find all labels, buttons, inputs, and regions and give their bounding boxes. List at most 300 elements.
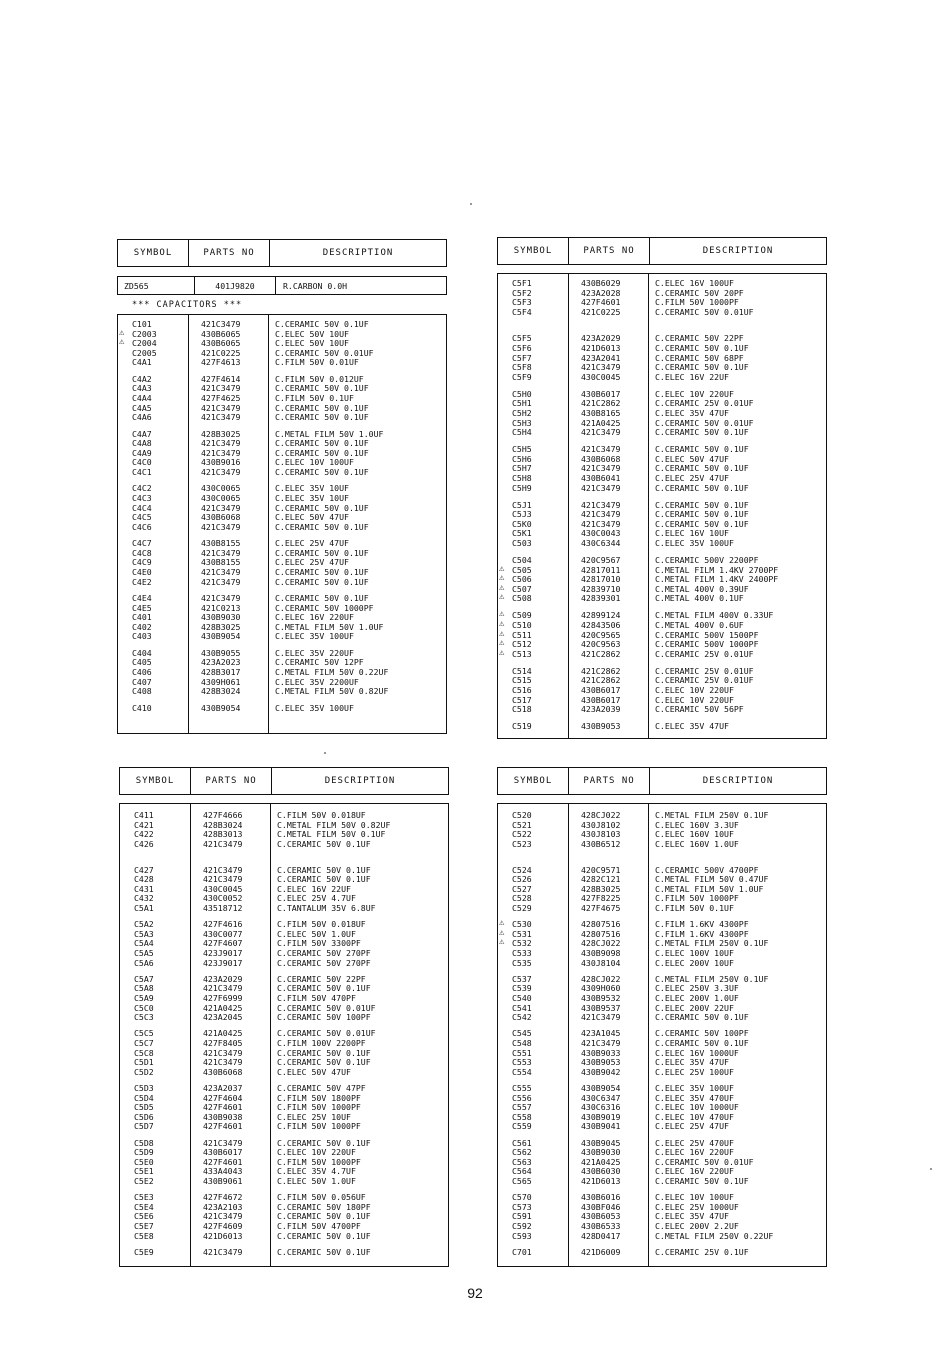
symbol-cell: C4C8 bbox=[132, 547, 152, 558]
description-cell: C.ELEC 25V 47UF bbox=[655, 472, 729, 483]
row-group bbox=[118, 320, 446, 368]
parts-no-cell: 430B6065 bbox=[201, 328, 241, 339]
symbol-cell: C5D9 bbox=[134, 1147, 154, 1158]
table-row bbox=[498, 1248, 826, 1258]
parts-no-cell: 421C3479 bbox=[201, 447, 241, 458]
parts-no-cell: 421C3479 bbox=[581, 1037, 621, 1048]
parts-no-cell: 427F4666 bbox=[203, 810, 243, 820]
symbol-cell: C523 bbox=[512, 838, 532, 849]
parts-no-cell: 430B6053 bbox=[581, 1211, 621, 1222]
parts-no-cell: 430B9055 bbox=[201, 647, 241, 658]
bottom-left-header bbox=[119, 767, 449, 795]
zd565-description: R.CARBON 0.0H bbox=[283, 280, 348, 291]
symbol-cell: C426 bbox=[134, 838, 154, 849]
parts-no-cell: 42899124 bbox=[581, 610, 621, 621]
symbol-cell: C519 bbox=[512, 721, 532, 732]
description-cell: C.CERAMIC 50V 0.1UF bbox=[277, 1047, 371, 1058]
symbol-cell: C5F7 bbox=[512, 352, 532, 363]
symbol-cell: C515 bbox=[512, 675, 532, 686]
symbol-cell: C4C3 bbox=[132, 492, 152, 503]
description-cell: C.ELEC 16V 100UF bbox=[655, 278, 734, 288]
description-cell: C.ELEC 35V 47UF bbox=[655, 721, 729, 732]
parts-no-cell: 421C3479 bbox=[203, 864, 243, 875]
row-group bbox=[498, 866, 826, 914]
description-cell: C.CERAMIC 50V 0.1UF bbox=[655, 482, 749, 493]
description-cell: C.ELEC 50V 47UF bbox=[275, 512, 349, 523]
description-cell: C.METAL FILM 250V 0.1UF bbox=[655, 810, 769, 820]
safety-warning-icon: ⚠ bbox=[499, 563, 505, 574]
parts-no-cell: 420C9563 bbox=[581, 639, 621, 650]
parts-no-cell: 427F4613 bbox=[201, 357, 241, 368]
parts-no-cell: 428B3017 bbox=[201, 666, 241, 677]
row-group bbox=[118, 594, 446, 642]
symbol-cell: C5F2 bbox=[512, 287, 532, 298]
description-cell: C.FILM 50V 0.1UF bbox=[655, 902, 734, 913]
description-cell: C.FILM 50V 1000PF bbox=[277, 1121, 361, 1132]
parts-no-cell: 430B9532 bbox=[581, 992, 621, 1003]
parts-no-cell: 421C3479 bbox=[201, 566, 241, 577]
zd565-symbol: ZD565 bbox=[118, 277, 195, 294]
parts-no-cell: 430B6068 bbox=[201, 512, 241, 523]
symbol-cell: C5A3 bbox=[134, 928, 154, 939]
symbol-cell: C421 bbox=[134, 819, 154, 830]
symbol-cell: C4E4 bbox=[132, 593, 152, 603]
description-cell: C.CERAMIC 50V 0.1UF bbox=[655, 463, 749, 474]
table-row bbox=[120, 1122, 448, 1132]
safety-warning-icon: ⚠ bbox=[499, 573, 505, 584]
parts-no-cell: 430B6029 bbox=[581, 278, 621, 288]
row-group bbox=[118, 539, 446, 587]
parts-no-cell: 42817011 bbox=[581, 564, 621, 575]
parts-no-cell: 430B9054 bbox=[581, 1083, 621, 1093]
description-cell: C.METAL FILM 250V 0.1UF bbox=[655, 938, 769, 949]
parts-no-cell: 430B6065 bbox=[201, 338, 241, 349]
description-cell: C.CERAMIC 50V 0.1UF bbox=[655, 1012, 749, 1023]
description-cell: C.ELEC 50V 47UF bbox=[655, 453, 729, 464]
description-cell: C.FILM 50V 0.056UF bbox=[277, 1192, 366, 1203]
scan-speck bbox=[324, 752, 326, 754]
description-cell: C.CERAMIC 50V 0.1UF bbox=[275, 438, 369, 449]
description-cell: C.CERAMIC 50V 0.1UF bbox=[275, 412, 369, 423]
symbol-cell: C5H0 bbox=[512, 388, 532, 399]
table-row bbox=[498, 647, 826, 660]
table-row bbox=[498, 1122, 826, 1132]
description-cell: C.CERAMIC 50V 0.01UF bbox=[277, 1028, 376, 1039]
symbol-cell: C527 bbox=[512, 883, 532, 894]
row-group bbox=[498, 975, 826, 1023]
row-group bbox=[498, 811, 826, 849]
symbol-cell: C4C9 bbox=[132, 557, 152, 568]
symbol-cell: C405 bbox=[132, 657, 152, 668]
symbol-cell: C428 bbox=[134, 874, 154, 885]
description-cell: C.METAL FILM 50V 1.0UF bbox=[275, 621, 384, 632]
symbol-cell: C427 bbox=[134, 864, 154, 875]
parts-no-cell: 430C0077 bbox=[203, 928, 243, 939]
symbol-cell: C4C0 bbox=[132, 457, 152, 468]
parts-no-cell: 421C3479 bbox=[201, 593, 241, 603]
description-cell: C.CERAMIC 50V 0.1UF bbox=[655, 427, 749, 438]
symbol-cell: C5D7 bbox=[134, 1121, 154, 1132]
symbol-cell: C5F4 bbox=[512, 306, 532, 317]
description-cell: C.METAL FILM 50V 0.82UF bbox=[275, 686, 389, 697]
symbol-cell: C508 bbox=[512, 593, 532, 604]
parts-no-cell: 421C3479 bbox=[201, 547, 241, 558]
description-cell: C.CERAMIC 50V 0.01UF bbox=[655, 417, 754, 428]
parts-no-cell: 430C0045 bbox=[203, 883, 243, 894]
symbol-cell: C411 bbox=[134, 810, 154, 820]
symbol-cell: C406 bbox=[132, 666, 152, 677]
description-cell: C.ELEC 50V 1.0UF bbox=[277, 928, 356, 939]
symbol-cell: C522 bbox=[512, 829, 532, 840]
description-cell: C.CERAMIC 50V 12PF bbox=[275, 657, 364, 668]
symbol-cell: C5J3 bbox=[512, 509, 532, 520]
row-group bbox=[498, 501, 826, 549]
symbol-cell: C510 bbox=[512, 619, 532, 630]
description-cell: C.FILM 50V 1000PF bbox=[655, 893, 739, 904]
description-cell: C.CERAMIC 50V 47PF bbox=[277, 1083, 366, 1093]
description-cell: C.ELEC 10V 470UF bbox=[655, 1111, 734, 1122]
parts-no-cell: 421C3479 bbox=[201, 466, 241, 477]
description-cell: C.ELEC 50V 1.0UF bbox=[277, 1175, 356, 1186]
parts-no-cell: 421C3479 bbox=[203, 1047, 243, 1058]
safety-warning-icon: ⚠ bbox=[499, 647, 505, 658]
description-cell: C.CERAMIC 50V 22PF bbox=[277, 973, 366, 984]
symbol-cell: C5F3 bbox=[512, 297, 532, 308]
symbol-cell: C4A2 bbox=[132, 373, 152, 384]
symbol-cell: C565 bbox=[512, 1175, 532, 1186]
parts-no-cell: 428B3025 bbox=[581, 883, 621, 894]
symbol-cell: C553 bbox=[512, 1057, 532, 1068]
row-group bbox=[498, 611, 826, 659]
safety-warning-icon: ⚠ bbox=[499, 592, 505, 603]
parts-no-cell: 420C9571 bbox=[581, 864, 621, 875]
description-cell: C.CERAMIC 50V 270PF bbox=[277, 947, 371, 958]
description-cell: C.FILM 100V 2200PF bbox=[277, 1037, 366, 1048]
description-cell: C.ELEC 25V 47UF bbox=[655, 1121, 729, 1132]
parts-no-cell: 430B6068 bbox=[581, 453, 621, 464]
parts-no-cell: 430B9030 bbox=[201, 612, 241, 623]
parts-no-cell: 430B6030 bbox=[581, 1166, 621, 1177]
symbol-cell: C5F6 bbox=[512, 342, 532, 353]
table-row bbox=[118, 413, 446, 423]
parts-no-cell: 421C3479 bbox=[201, 502, 241, 513]
description-cell: C.ELEC 50V 10UF bbox=[275, 328, 349, 339]
header-parts-no: PARTS NO bbox=[569, 768, 650, 794]
table-row bbox=[118, 358, 446, 368]
description-cell: C.CERAMIC 25V 0.1UF bbox=[655, 1246, 749, 1257]
table-row bbox=[498, 1177, 826, 1187]
parts-no-cell: 430B9045 bbox=[581, 1137, 621, 1148]
parts-no-cell: 430B8155 bbox=[201, 557, 241, 568]
description-cell: C.FILM 50V 1000PF bbox=[277, 1102, 361, 1113]
symbol-cell: C432 bbox=[134, 893, 154, 904]
parts-no-cell: 421C3479 bbox=[201, 438, 241, 449]
parts-no-cell: 430J8104 bbox=[581, 957, 621, 968]
parts-no-cell: 421D6009 bbox=[581, 1246, 621, 1257]
description-cell: C.CERAMIC 500V 1000PF bbox=[655, 639, 759, 650]
description-cell: C.METAL FILM 1.4KV 2700PF bbox=[655, 564, 779, 575]
row-group bbox=[498, 1029, 826, 1077]
description-cell: C.ELEC 35V 100UF bbox=[655, 1083, 734, 1093]
description-cell: C.CERAMIC 50V 0.1UF bbox=[655, 1175, 749, 1186]
table-row bbox=[120, 1248, 448, 1258]
parts-no-cell: 421C3479 bbox=[581, 482, 621, 493]
description-cell: C.ELEC 25V 1000UF bbox=[655, 1201, 739, 1212]
symbol-cell: C403 bbox=[132, 631, 152, 642]
page-number: 92 bbox=[467, 1285, 483, 1301]
header-description: DESCRIPTION bbox=[324, 776, 396, 786]
parts-no-cell: 423A2041 bbox=[581, 352, 621, 363]
parts-no-cell: 427F4609 bbox=[203, 1220, 243, 1231]
parts-no-cell: 430C6316 bbox=[581, 1102, 621, 1113]
symbol-cell: C540 bbox=[512, 992, 532, 1003]
symbol-cell: C509 bbox=[512, 610, 532, 621]
symbol-cell: C591 bbox=[512, 1211, 532, 1222]
symbol-cell: C5H5 bbox=[512, 444, 532, 455]
symbol-cell: C2005 bbox=[132, 347, 157, 358]
description-cell: C.CERAMIC 50V 0.1UF bbox=[655, 342, 749, 353]
parts-no-cell: 430B8155 bbox=[201, 538, 241, 549]
description-cell: C.CERAMIC 50V 0.1UF bbox=[277, 1211, 371, 1222]
parts-no-cell: 421C2862 bbox=[581, 398, 621, 409]
symbol-cell: C512 bbox=[512, 639, 532, 650]
safety-warning-icon: ⚠ bbox=[499, 618, 505, 629]
symbol-cell: C5C5 bbox=[134, 1028, 154, 1039]
capacitors-section-title: *** CAPACITORS *** bbox=[132, 300, 243, 310]
description-cell: C.CERAMIC 50V 0.1UF bbox=[275, 521, 369, 532]
table-row bbox=[498, 840, 826, 850]
symbol-cell: C521 bbox=[512, 819, 532, 830]
parts-no-cell: 430B6017 bbox=[581, 684, 621, 695]
parts-no-cell: 427F4601 bbox=[581, 297, 621, 308]
parts-no-cell: 430J8103 bbox=[581, 829, 621, 840]
parts-no-cell: 423A1045 bbox=[581, 1028, 621, 1039]
header-description: DESCRIPTION bbox=[702, 776, 774, 786]
safety-warning-icon: ⚠ bbox=[499, 918, 505, 929]
description-cell: C.ELEC 16V 10UF bbox=[655, 528, 729, 539]
row-group bbox=[498, 667, 826, 715]
description-cell: C.FILM 50V 3300PF bbox=[277, 938, 361, 949]
description-cell: C.CERAMIC 50V 0.1UF bbox=[277, 838, 371, 849]
row-group bbox=[120, 920, 448, 968]
description-cell: C.CERAMIC 50V 0.1UF bbox=[275, 566, 369, 577]
symbol-cell: C564 bbox=[512, 1166, 532, 1177]
description-cell: C.ELEC 35V 100UF bbox=[275, 702, 354, 713]
header-symbol: SYMBOL bbox=[498, 238, 569, 264]
parts-no-cell: 421C3479 bbox=[203, 838, 243, 849]
description-cell: C.ELEC 25V 4.7UF bbox=[277, 893, 356, 904]
parts-no-cell: 428B3013 bbox=[203, 829, 243, 840]
parts-no-cell: 430BF046 bbox=[581, 1201, 621, 1212]
symbol-cell: C5H3 bbox=[512, 417, 532, 428]
parts-no-cell: 427F4616 bbox=[203, 919, 243, 930]
parts-no-cell: 421C3479 bbox=[581, 427, 621, 438]
symbol-cell: C5C0 bbox=[134, 1002, 154, 1013]
parts-no-cell: 421C3479 bbox=[201, 576, 241, 587]
symbol-cell: C5C8 bbox=[134, 1047, 154, 1058]
parts-no-cell: 421C3479 bbox=[581, 499, 621, 510]
parts-no-cell: 421C0225 bbox=[581, 306, 621, 317]
symbol-cell: C5H4 bbox=[512, 427, 532, 438]
parts-no-cell: 42817010 bbox=[581, 574, 621, 585]
symbol-cell: C562 bbox=[512, 1147, 532, 1158]
parts-no-cell: 421A0425 bbox=[581, 1156, 621, 1167]
symbol-cell: C5J1 bbox=[512, 499, 532, 510]
parts-no-cell: 430B6017 bbox=[203, 1147, 243, 1158]
parts-no-cell: 430B9054 bbox=[201, 631, 241, 642]
symbol-cell: C4C1 bbox=[132, 466, 152, 477]
symbol-cell: C4C7 bbox=[132, 538, 152, 549]
description-cell: C.CERAMIC 50V 22PF bbox=[655, 333, 744, 344]
safety-warning-icon: ⚠ bbox=[499, 609, 505, 620]
symbol-cell: C554 bbox=[512, 1066, 532, 1077]
description-cell: C.ELEC 200V 10UF bbox=[655, 957, 734, 968]
top-left-header bbox=[117, 239, 447, 267]
description-cell: C.METAL 400V 0.1UF bbox=[655, 593, 744, 604]
symbol-cell: C541 bbox=[512, 1002, 532, 1013]
description-cell: C.METAL FILM 50V 0.47UF bbox=[655, 874, 769, 885]
header-parts-no: PARTS NO bbox=[189, 240, 270, 266]
parts-no-cell: 430C0065 bbox=[201, 492, 241, 503]
parts-no-cell: 427F4607 bbox=[203, 938, 243, 949]
symbol-cell: C4A4 bbox=[132, 392, 152, 403]
parts-no-cell: 421C3479 bbox=[201, 383, 241, 394]
description-cell: C.CERAMIC 25V 0.01UF bbox=[655, 398, 754, 409]
symbol-cell: C5H7 bbox=[512, 463, 532, 474]
symbol-cell: C2004 bbox=[132, 338, 157, 349]
description-cell: C.FILM 1.6KV 4300PF bbox=[655, 919, 749, 930]
description-cell: C.ELEC 10V 100UF bbox=[275, 457, 354, 468]
symbol-cell: C401 bbox=[132, 612, 152, 623]
description-cell: C.ELEC 10V 220UF bbox=[655, 388, 734, 399]
scan-speck bbox=[470, 203, 472, 205]
description-cell: C.ELEC 16V 1000UF bbox=[655, 1047, 739, 1058]
description-cell: C.CERAMIC 50V 0.1UF bbox=[277, 1057, 371, 1068]
symbol-cell: C518 bbox=[512, 704, 532, 715]
parts-no-cell: 430B9061 bbox=[203, 1175, 243, 1186]
parts-no-cell: 427F4604 bbox=[203, 1092, 243, 1103]
description-cell: C.CERAMIC 50V 0.1UF bbox=[655, 362, 749, 373]
parts-no-cell: 427F8225 bbox=[581, 893, 621, 904]
parts-no-cell: 421C3479 bbox=[581, 509, 621, 520]
parts-no-cell: 430B9053 bbox=[581, 1057, 621, 1068]
safety-warning-icon: ⚠ bbox=[499, 582, 505, 593]
row-group bbox=[120, 1193, 448, 1241]
table-row bbox=[498, 428, 826, 438]
table-row bbox=[498, 959, 826, 969]
top-right-table-body bbox=[497, 273, 827, 739]
parts-no-cell: 421C3479 bbox=[203, 1246, 243, 1257]
parts-no-cell: 427F4601 bbox=[203, 1121, 243, 1132]
parts-no-cell: 427F4672 bbox=[203, 1192, 243, 1203]
description-cell: C.CERAMIC 50V 0.1UF bbox=[655, 499, 749, 510]
top-left-table-body bbox=[117, 314, 447, 734]
description-cell: C.ELEC 35V 2200UF bbox=[275, 676, 359, 687]
description-cell: C.METAL 400V 0.6UF bbox=[655, 619, 744, 630]
parts-no-cell: 427F4675 bbox=[581, 902, 621, 913]
table-row bbox=[118, 632, 446, 642]
parts-no-cell: 423A2037 bbox=[203, 1083, 243, 1093]
description-cell: C.METAL 400V 0.39UF bbox=[655, 583, 749, 594]
parts-no-cell: 423J9017 bbox=[203, 957, 243, 968]
symbol-cell: C422 bbox=[134, 829, 154, 840]
row-group bbox=[120, 1248, 448, 1258]
description-cell: C.ELEC 200V 22UF bbox=[655, 1002, 734, 1013]
description-cell: C.METAL FILM 250V 0.22UF bbox=[655, 1230, 774, 1241]
description-cell: C.ELEC 160V 10UF bbox=[655, 829, 734, 840]
parts-no-cell: 43518712 bbox=[203, 902, 243, 913]
parts-no-cell: 430B9098 bbox=[581, 947, 621, 958]
symbol-cell: C556 bbox=[512, 1092, 532, 1103]
table-row bbox=[498, 373, 826, 383]
description-cell: C.METAL FILM 50V 1.0UF bbox=[655, 883, 764, 894]
symbol-cell: C563 bbox=[512, 1156, 532, 1167]
row-group bbox=[120, 1139, 448, 1187]
top-right-header bbox=[497, 237, 827, 265]
description-cell: C.ELEC 10V 220UF bbox=[277, 1147, 356, 1158]
parts-no-cell: 430C6344 bbox=[581, 537, 621, 548]
parts-no-cell: 421C2862 bbox=[581, 675, 621, 686]
header-symbol: SYMBOL bbox=[118, 240, 189, 266]
row-group bbox=[498, 920, 826, 968]
parts-no-cell: 427F4601 bbox=[203, 1156, 243, 1167]
parts-no-cell: 42843506 bbox=[581, 619, 621, 630]
parts-no-cell: 421C3479 bbox=[201, 402, 241, 413]
description-cell: C.ELEC 25V 10UF bbox=[277, 1111, 351, 1122]
symbol-cell: C407 bbox=[132, 676, 152, 687]
symbol-cell: C559 bbox=[512, 1121, 532, 1132]
description-cell: C.ELEC 35V 470UF bbox=[655, 1092, 734, 1103]
symbol-cell: C548 bbox=[512, 1037, 532, 1048]
description-cell: C.CERAMIC 50V 0.1UF bbox=[275, 593, 369, 603]
parts-no-cell: 421A0425 bbox=[581, 417, 621, 428]
symbol-cell: C5D6 bbox=[134, 1111, 154, 1122]
table-row bbox=[498, 1068, 826, 1078]
symbol-cell: C532 bbox=[512, 938, 532, 949]
symbol-cell: C4C4 bbox=[132, 502, 152, 513]
row-group bbox=[498, 722, 826, 732]
parts-no-cell: 430B9042 bbox=[581, 1066, 621, 1077]
safety-warning-icon: ⚠ bbox=[499, 927, 505, 938]
symbol-cell: C4A6 bbox=[132, 412, 152, 423]
description-cell: C.ELEC 250V 3.3UF bbox=[655, 983, 739, 994]
header-description: DESCRIPTION bbox=[322, 248, 394, 258]
description-cell: C.CERAMIC 50V 0.01UF bbox=[655, 1156, 754, 1167]
symbol-cell: C5D8 bbox=[134, 1137, 154, 1148]
table-row bbox=[118, 468, 446, 478]
table-row bbox=[498, 308, 826, 318]
description-cell: C.CERAMIC 50V 0.01UF bbox=[655, 306, 754, 317]
parts-no-cell: 421A0425 bbox=[203, 1028, 243, 1039]
parts-no-cell: 42807516 bbox=[581, 928, 621, 939]
description-cell: C.ELEC 35V 220UF bbox=[275, 647, 354, 658]
table-row bbox=[120, 1232, 448, 1242]
symbol-cell: C5F8 bbox=[512, 362, 532, 373]
parts-no-cell: 430B6017 bbox=[581, 388, 621, 399]
symbol-cell: C5A7 bbox=[134, 973, 154, 984]
safety-warning-icon: ⚠ bbox=[499, 628, 505, 639]
symbol-cell: C593 bbox=[512, 1230, 532, 1241]
symbol-cell: C5H2 bbox=[512, 407, 532, 418]
safety-warning-icon: ⚠ bbox=[499, 937, 505, 948]
parts-no-cell: 428B3025 bbox=[201, 428, 241, 439]
symbol-cell: C5H6 bbox=[512, 453, 532, 464]
row-group bbox=[498, 1139, 826, 1187]
description-cell: C.CERAMIC 50V 0.1UF bbox=[277, 1230, 371, 1241]
description-cell: C.CERAMIC 50V 0.1UF bbox=[655, 518, 749, 529]
row-group bbox=[498, 390, 826, 438]
description-cell: C.CERAMIC 50V 0.1UF bbox=[277, 874, 371, 885]
